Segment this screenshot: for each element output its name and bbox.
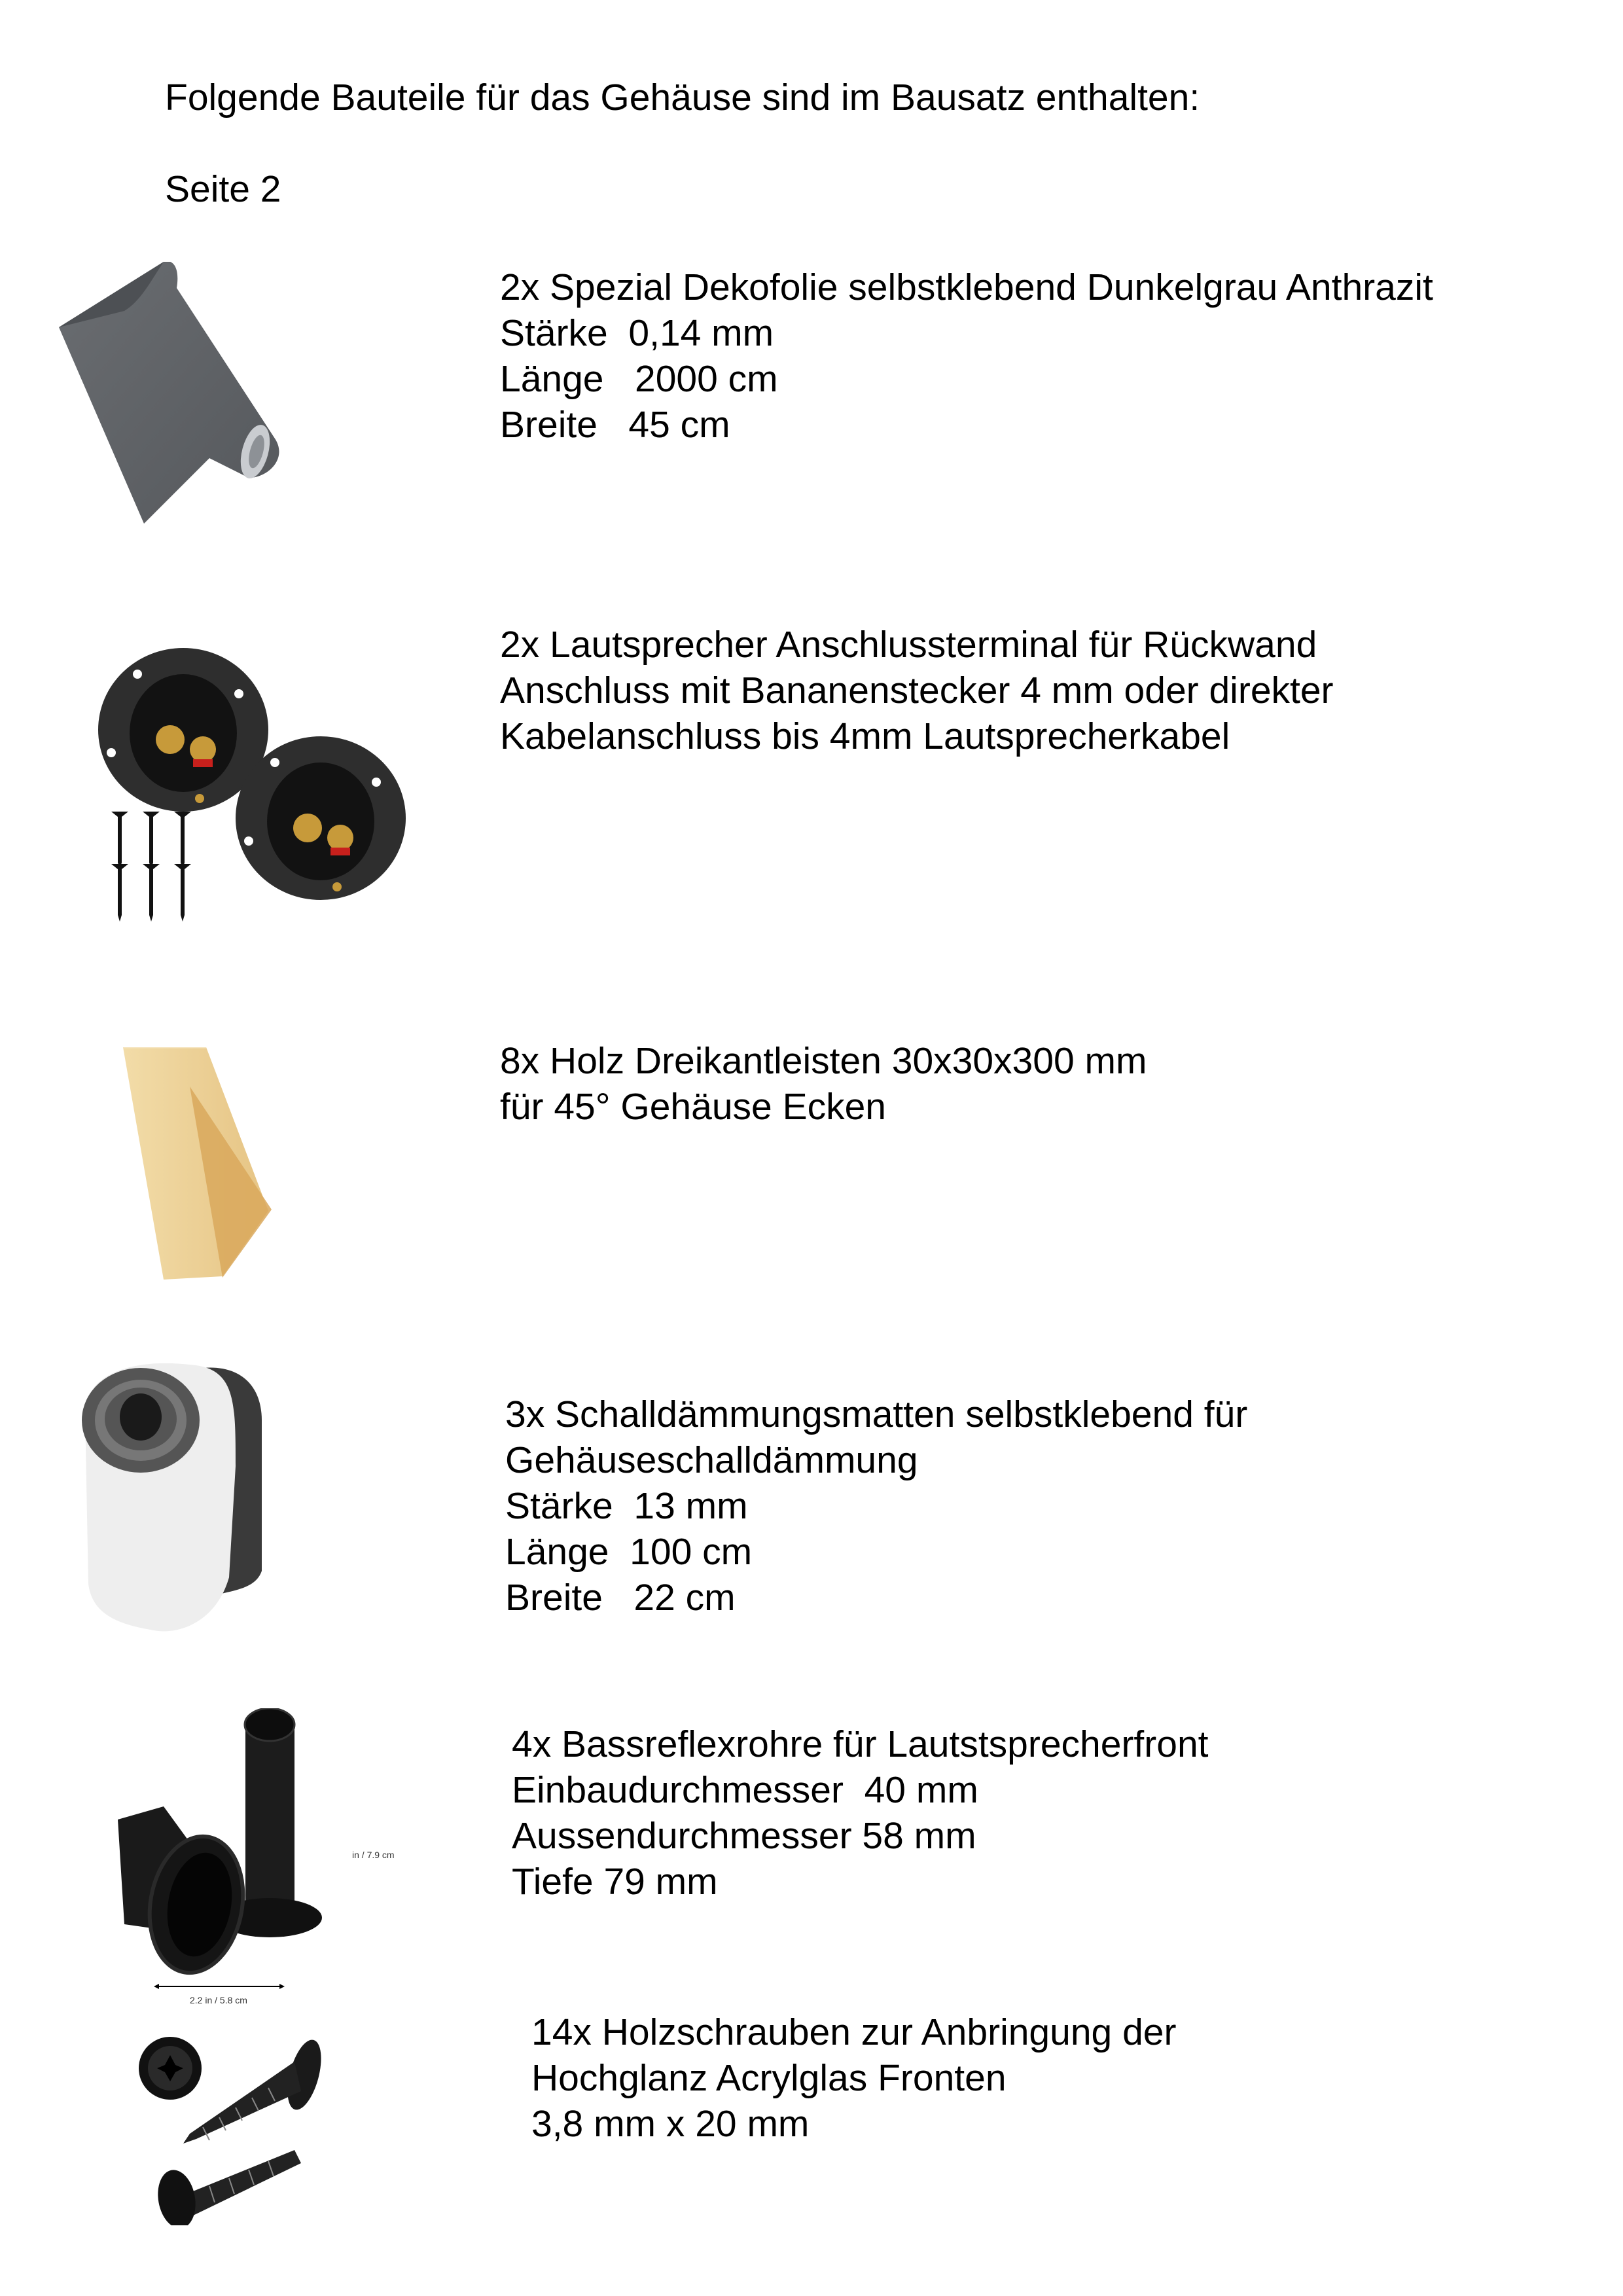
item-6-line-3: 3,8 mm x 20 mm	[531, 2103, 810, 2145]
item-6-line-2: Hochglanz Acrylglas Fronten	[531, 2057, 1007, 2099]
dimension-arrow-icon	[154, 1982, 285, 1991]
item-2-line-2: Anschluss mit Bananenstecker 4 mm oder direkter	[500, 670, 1334, 711]
item-6-line-1: 14x Holzschrauben zur Anbringung der	[531, 2011, 1177, 2053]
item-1-line-2: Stärke 0,14 mm	[500, 312, 774, 354]
item-4-line-3: Stärke 13 mm	[505, 1485, 748, 1527]
dimension-label-width: 2.2 in / 5.8 cm	[190, 1995, 247, 2005]
item-5-line-4: Tiefe 79 mm	[512, 1861, 718, 1903]
item-5-line-2: Einbaudurchmesser 40 mm	[512, 1769, 978, 1811]
page-label: Seite 2	[165, 168, 281, 210]
item-3-line-2: für 45° Gehäuse Ecken	[500, 1086, 886, 1128]
sound-dampening-mat-image	[72, 1361, 399, 1643]
item-4-line-2: Gehäuseschalldämmung	[505, 1439, 918, 1481]
item-1-line-1: 2x Spezial Dekofolie selbstklebend Dunkelgrau Anthrazit	[500, 266, 1433, 308]
item-4-line-4: Länge 100 cm	[505, 1531, 753, 1573]
bass-reflex-port-image	[105, 1708, 380, 1983]
speaker-terminal-image	[85, 641, 425, 942]
item-1-line-3: Länge 2000 cm	[500, 358, 778, 400]
wood-screws-image	[131, 2029, 340, 2225]
item-4-line-1: 3x Schalldämmungsmatten selbstklebend für	[505, 1393, 1248, 1435]
decor-foil-roll-image	[52, 262, 458, 524]
item-4-line-5: Breite 22 cm	[505, 1577, 736, 1619]
item-5-line-3: Aussendurchmesser 58 mm	[512, 1815, 976, 1857]
item-1-line-4: Breite 45 cm	[500, 404, 730, 446]
item-3-line-1: 8x Holz Dreikantleisten 30x30x300 mm	[500, 1040, 1147, 1082]
item-2-line-1: 2x Lautsprecher Anschlussterminal für Rückwand	[500, 624, 1317, 666]
dimension-label-height: in / 7.9 cm	[352, 1850, 395, 1860]
intro-text: Folgende Bauteile für das Gehäuse sind im Bausatz enthalten:	[165, 77, 1200, 118]
item-5-line-1: 4x Bassreflexrohre für Lautstsprecherfront	[512, 1723, 1209, 1765]
item-2-line-3: Kabelanschluss bis 4mm Lautsprecherkabel	[500, 715, 1230, 757]
wood-strip-image	[118, 1047, 393, 1289]
